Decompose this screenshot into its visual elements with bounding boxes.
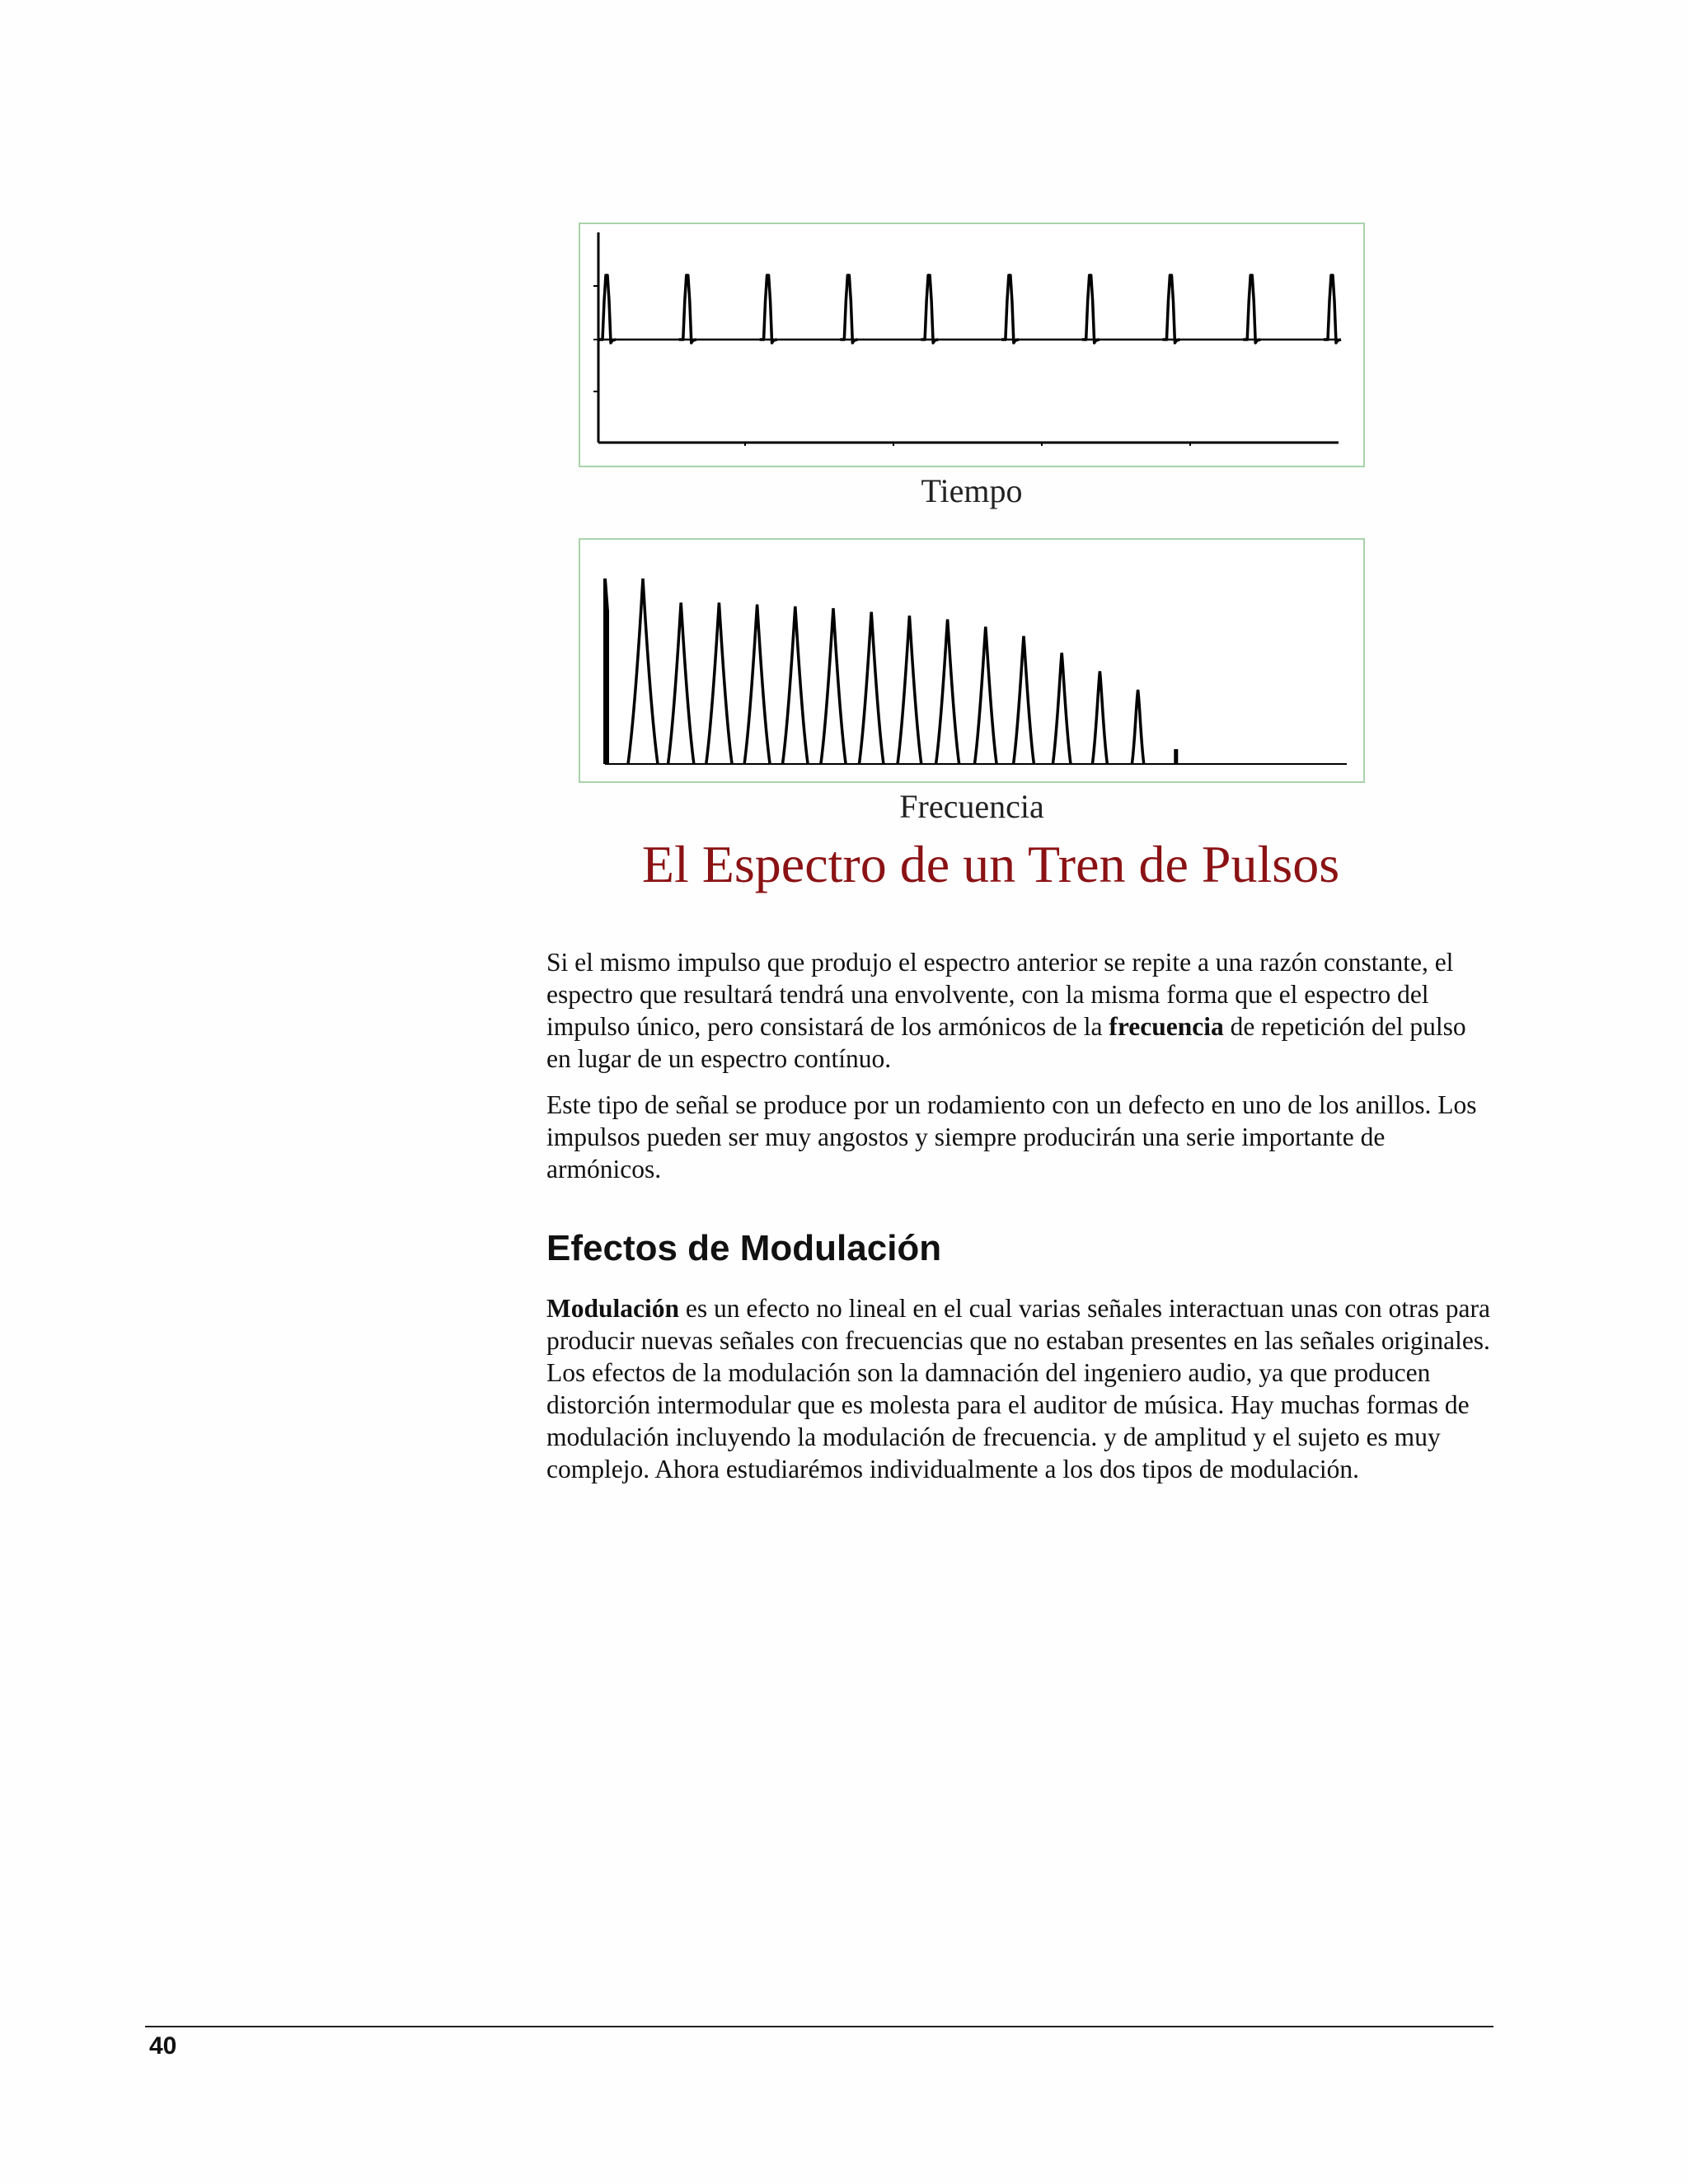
frequency-axis-caption: Frecuencia: [899, 788, 1044, 825]
harmonic-1: [628, 579, 658, 764]
time-domain-plot: [580, 224, 1363, 466]
paragraph-pulse-train: [546, 946, 1494, 1075]
frequency-spectrum-plot: [580, 540, 1363, 781]
frequency-spectrum-chart: [579, 538, 1365, 783]
harmonic-9: [936, 620, 959, 765]
harmonic-10: [974, 627, 996, 765]
pulse-10: [1324, 275, 1341, 343]
bold-term-frecuencia: frecuencia: [1109, 1012, 1224, 1041]
harmonic-11: [1014, 636, 1034, 764]
paragraph-text: Si el mismo impulso que produjo el espectro anterior se repite a una razón constante, el espectro que resultará tendrá una envolvente, con la misma forma que el espectro del impulso único, pero consistará de los armónicos de la: [546, 948, 1454, 1041]
pulse-6: [1001, 275, 1019, 343]
time-axis-caption: Tiempo: [921, 472, 1023, 509]
bold-term-modulacion: Modulación: [546, 1294, 680, 1323]
paragraph-text: de repetición del pulso en lugar de un espectro contínuo.: [546, 1012, 1466, 1073]
paragraph-bearing-defect: Este tipo de señal se produce por un rodamiento con un defecto en uno de los anillos. Los impulsos pueden ser muy angostos y siempre producirán una serie importante de armónicos.: [546, 1090, 1477, 1183]
pulse-2: [679, 275, 696, 343]
pulse-8: [1162, 275, 1179, 343]
pulse-4: [840, 275, 857, 343]
section-heading: Efectos de Modulación: [546, 1228, 942, 1268]
figure-title: El Espectro de un Tren de Pulsos: [641, 835, 1340, 893]
harmonic-4: [744, 605, 770, 765]
pulse-7: [1082, 275, 1100, 343]
pulse-3: [760, 275, 777, 343]
harmonic-12: [1053, 653, 1071, 764]
paragraph-modulation: [546, 1292, 1494, 1485]
pulse-1: [598, 275, 616, 343]
pulse-9: [1243, 275, 1260, 343]
page-number: 40: [149, 2032, 177, 2060]
dc-component: [605, 579, 607, 764]
harmonic-5: [783, 607, 809, 764]
footer-divider: [145, 2026, 1493, 2027]
harmonic-8: [898, 616, 921, 764]
paragraph-text: es un efecto no lineal en el cual varias señales interactuan unas con otras para producir nuevas señales con frecuencias que no estaban presentes en las señales originales. Los efectos de la modulación son la damnación del ingeniero audio, ya que producen distorción intermodular que es molesta para el auditor de música. Hay muchas formas de modulación incluyendo la modulación de frecuencia. y de amplitud y el sujeto es muy complejo. Ahora estudiarémos individualmente a los dos tipos de modulación.: [546, 1294, 1490, 1483]
time-domain-chart: [579, 223, 1365, 467]
harmonic-2: [668, 602, 694, 764]
harmonic-6: [821, 608, 846, 764]
harmonic-13: [1092, 672, 1107, 765]
harmonic-3: [706, 602, 732, 764]
harmonic-7: [859, 612, 884, 765]
pulse-5: [921, 275, 938, 343]
harmonic-14: [1132, 690, 1143, 764]
